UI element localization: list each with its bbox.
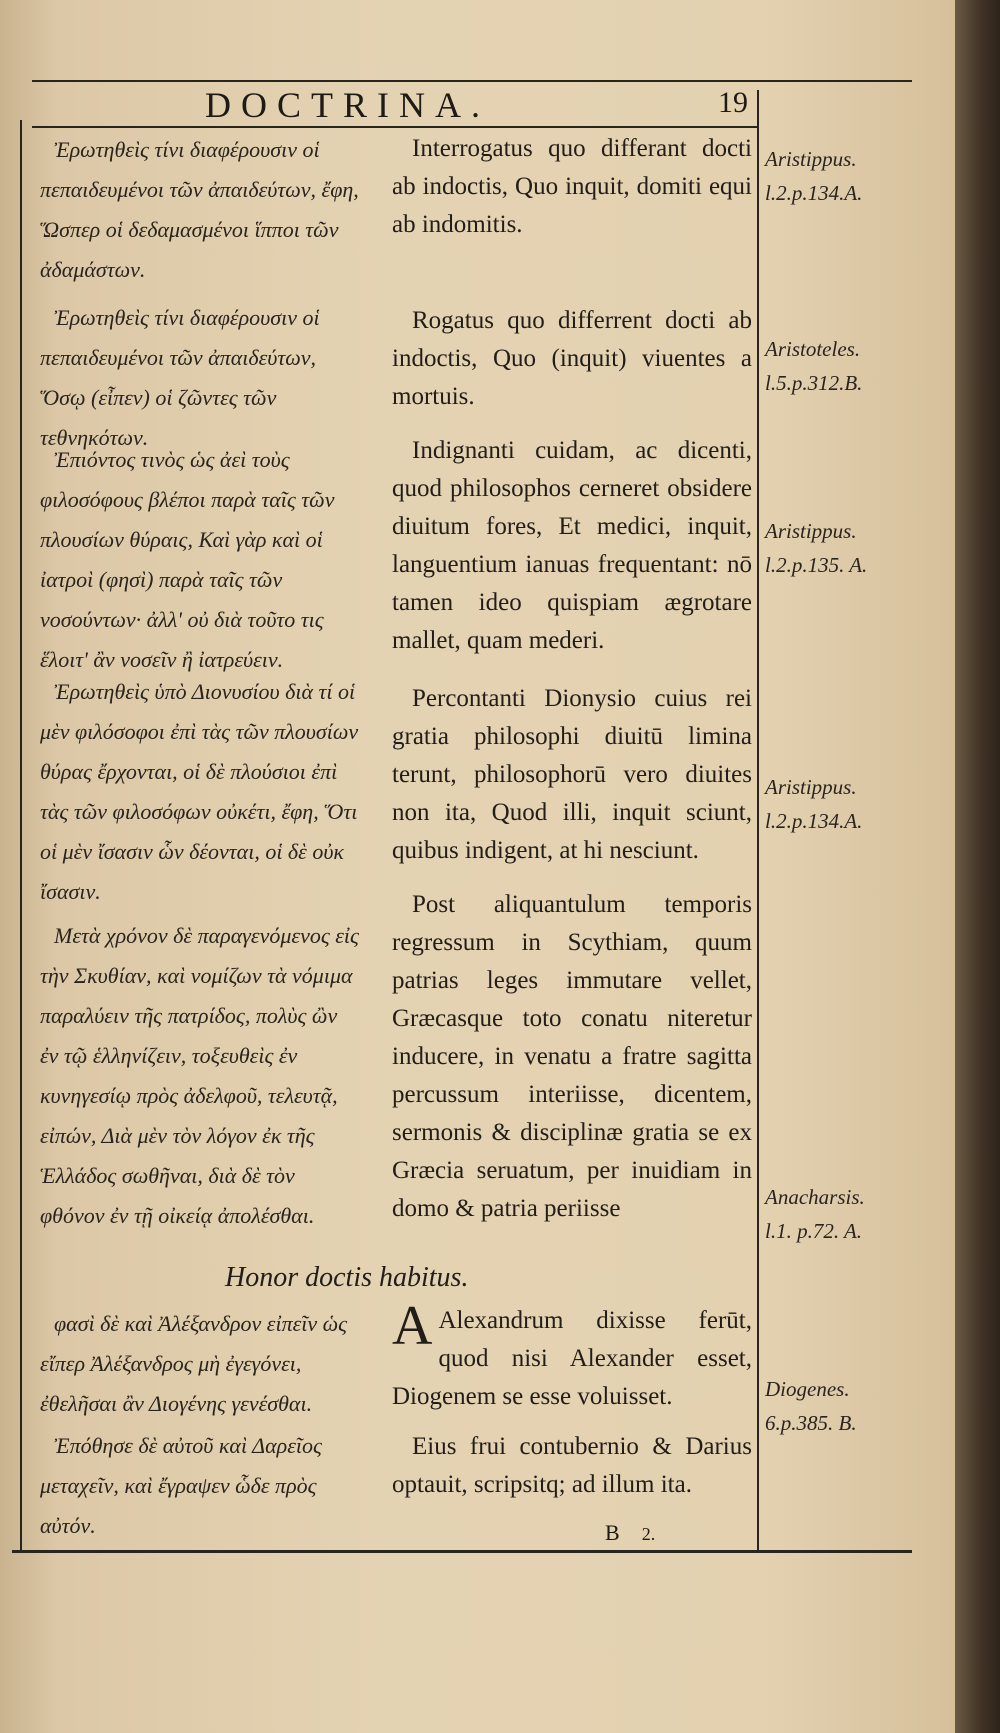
bottom-rule bbox=[12, 1550, 912, 1553]
top-rule bbox=[32, 80, 912, 82]
latin-paragraph-6-text: Alexandrum dixisse ferūt, quod nisi Alexander esset, Diogenem se esse voluisset. bbox=[392, 1307, 752, 1410]
margin-note-1 bbox=[765, 142, 915, 210]
signature-letter: B bbox=[605, 1520, 620, 1545]
signature-number: 2. bbox=[641, 1524, 656, 1544]
greek-paragraph-4: Ἐρωτηθεὶς ὑπὸ Διονυσίου διὰ τί οἱ μὲν φιλόσοφοι ἐπὶ τὰς τῶν πλουσίων θύρας ἔρχονται, οἱ δὲ πλούσιοι ἐπὶ τὰς τῶν φιλοσόφων οὐκέτι, ἔφη, Ὅτι οἱ μὲν ἴσασιν ὧν δέονται, οἱ δὲ οὐκ ἴσασιν. bbox=[40, 679, 359, 904]
greek-paragraph-6: φασὶ δὲ καὶ Ἀλέξανδρον εἰπεῖν ὡς εἴπερ Ἀλέξανδρος μὴ ἐγεγόνει, ἐθελῆσαι ἂν Διογένης γενέσθαι. bbox=[40, 1311, 348, 1416]
margin-note-2 bbox=[765, 332, 915, 400]
latin-paragraph-3: Indignanti cuidam, ac dicenti, quod philosophos cerneret obsidere diuitum fores, Et medici, inquit, languentium ianuas frequentant: nō tamen ideo quispiam ægrotare mallet, quam mederi. bbox=[392, 437, 752, 654]
greek-paragraph-5: Μετὰ χρόνον δὲ παραγενόμενος εἰς τὴν Σκυθίαν, καὶ νομίζων τὰ νόμιμα παραλύειν τῆς πατρίδος, πολὺς ὢν ἐν τῷ ἑλληνίζειν, τοξευθεὶς ἐν κυνηγεσίῳ πρὸς ἀδελφοῦ, τελευτᾷ, εἰπών, Διὰ μὲν τὸν λόγον ἐκ τῆς Ἑλλάδος σωθῆναι, διὰ δὲ τὸν φθόνον ἐν τῇ οἰκείᾳ ἀπολέσθαι. bbox=[40, 923, 359, 1228]
latin-paragraph-2: Rogatus quo differrent docti ab indoctis, Quo (inquit) viuentes a mortuis. bbox=[392, 307, 752, 410]
drop-cap: A bbox=[392, 1295, 433, 1357]
page-edge-shadow bbox=[955, 0, 1000, 1733]
latin-paragraph-4: Percontanti Dionysio cuius rei gratia philosophi diuitū limina terunt, philosophorū vero diuites non ita, Quod illi, inquit sciunt, quibus indigent, at hi nesciunt. bbox=[392, 685, 752, 864]
margin-note-name: Aristippus. bbox=[765, 519, 857, 543]
signature-mark bbox=[605, 1520, 655, 1546]
margin-note-3 bbox=[765, 514, 915, 582]
greek-paragraph-2: Ἐρωτηθεὶς τίνι διαφέρουσιν οἱ πεπαιδευμένοι τῶν ἀπαιδεύτων, Ὅσῳ (εἶπεν) οἱ ζῶντες τῶν τεθνηκότων. bbox=[40, 305, 320, 450]
margin-note-name: Diogenes. bbox=[765, 1377, 850, 1401]
header-rule bbox=[32, 126, 757, 128]
margin-note-ref: l.1. p.72. A. bbox=[765, 1219, 863, 1243]
greek-paragraph-3: Ἐπιόντος τινὸς ὡς ἀεὶ τοὺς φιλοσόφους βλέποι παρὰ ταῖς τῶν πλουσίων θύραις, Καὶ γὰρ καὶ οἱ ἰατροὶ (φησὶ) παρὰ ταῖς τῶν νοσούντων· ἀλλ' οὐ διὰ τοῦτο τις ἕλοιτ' ἂν νοσεῖν ἢ ἰατρεύειν. bbox=[40, 447, 335, 672]
margin-note-name: Aristoteles. bbox=[765, 337, 861, 361]
latin-paragraph-7: Eius frui contubernio & Darius optauit, scripsitq; ad illum ita. bbox=[392, 1433, 752, 1498]
margin-note-ref: l.2.p.135. A. bbox=[765, 553, 868, 577]
left-border-rule bbox=[20, 120, 22, 1550]
margin-note-6 bbox=[765, 1372, 915, 1440]
running-head: DOCTRINA. bbox=[205, 85, 490, 125]
latin-paragraph-6 bbox=[392, 1295, 752, 1416]
section-heading: Honor doctis habitus. bbox=[225, 1262, 469, 1293]
margin-note-name: Aristippus. bbox=[765, 147, 857, 171]
greek-paragraph-1: Ἐρωτηθεὶς τίνι διαφέρουσιν οἱ πεπαιδευμένοι τῶν ἀπαιδεύτων, ἔφη, Ὥσπερ οἱ δεδαμασμένοι ἵπποι τῶν ἀδαμάστων. bbox=[40, 137, 359, 282]
margin-note-name: Aristippus. bbox=[765, 775, 857, 799]
margin-note-ref: l.5.p.312.B. bbox=[765, 371, 863, 395]
latin-paragraph-1: Interrogatus quo differant docti ab indoctis, Quo inquit, domiti equi ab indomitis. bbox=[392, 135, 752, 238]
margin-note-5 bbox=[765, 1180, 915, 1248]
margin-note-ref: 6.p.385. B. bbox=[765, 1411, 857, 1435]
margin-note-4 bbox=[765, 770, 915, 838]
latin-paragraph-5: Post aliquantulum temporis regressum in Scythiam, quum patrias leges immutare vellet, Græcasque toto conatu niteretur inducere, in venatu a fratre sagitta percussum interiisse, dicentem, sermonis & disciplinæ gratia se ex Græcia seruatum, per inuidiam in domo & patria periisse bbox=[392, 891, 752, 1222]
page-number: 19 bbox=[718, 86, 748, 119]
margin-column-rule bbox=[757, 90, 759, 1550]
margin-note-name: Anacharsis. bbox=[765, 1185, 865, 1209]
margin-note-ref: l.2.p.134.A. bbox=[765, 809, 863, 833]
greek-paragraph-7: Ἐπόθησε δὲ αὐτοῦ καὶ Δαρεῖος μεταχεῖν, καὶ ἔγραψεν ὧδε πρὸς αὐτόν. bbox=[40, 1433, 322, 1538]
margin-note-ref: l.2.p.134.A. bbox=[765, 181, 863, 205]
